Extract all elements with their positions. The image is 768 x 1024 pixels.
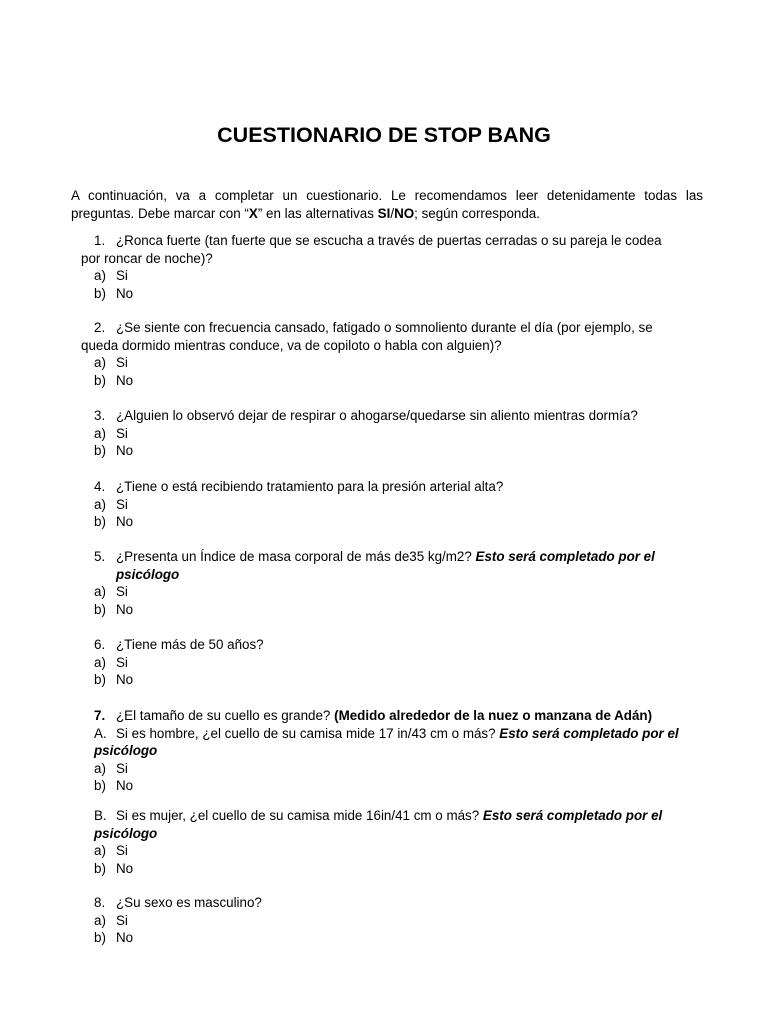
option-no[interactable] (94, 929, 694, 947)
option-yes[interactable] (94, 654, 694, 672)
question-text-continued: queda dormido mientras conduce, va de copiloto o habla con alguien)? (81, 337, 502, 353)
option-label: Si (116, 425, 128, 441)
option-label: Si (116, 355, 128, 371)
option-marker: a) (94, 760, 106, 776)
option-yes[interactable] (94, 583, 694, 601)
option-marker: a) (94, 654, 106, 670)
psychologist-note-continued: psicólogo (94, 743, 158, 759)
intro-text-2: ” en las alternativas (257, 205, 378, 221)
option-label: Si (116, 268, 128, 284)
intro-text-3: ; según corresponda. (414, 205, 540, 221)
option-no[interactable] (94, 777, 694, 795)
option-yes[interactable] (94, 267, 694, 285)
option-label: No (116, 778, 134, 794)
option-marker: a) (94, 843, 106, 859)
option-label: No (116, 601, 134, 617)
option-no[interactable] (94, 442, 694, 460)
option-label: No (116, 285, 134, 301)
question-text: ¿Se siente con frecuencia cansado, fatigado o somnoliento durante el día (por ejemplo, se (116, 320, 653, 335)
question-number: 7. (94, 708, 106, 723)
option-label: Si (116, 654, 128, 670)
intro-x-mark: X (248, 205, 258, 221)
question-text: ¿Tiene más de 50 años? (116, 637, 264, 652)
psychologist-note: Esto será completado por el (499, 725, 679, 741)
psychologist-note-continued: psicólogo (94, 825, 158, 841)
question-text-continued: por roncar de noche)? (81, 250, 213, 266)
question-number: 4. (94, 479, 106, 494)
option-no[interactable] (94, 601, 694, 619)
option-yes[interactable] (94, 354, 694, 372)
option-no[interactable] (94, 860, 694, 878)
option-marker: a) (94, 912, 106, 928)
option-label: No (116, 514, 134, 530)
option-label: No (116, 860, 134, 876)
measurement-note: (Medido alrededor de la nuez o manzana de Adán) (334, 708, 653, 723)
option-yes[interactable] (94, 912, 694, 930)
page-title: CUESTIONARIO DE STOP BANG (217, 123, 551, 147)
option-marker: a) (94, 496, 106, 512)
question-text: ¿Ronca fuerte (tan fuerte que se escucha a través de puertas cerradas o su pareja le codea (116, 233, 662, 248)
option-marker: b) (94, 285, 106, 301)
option-label: Si (116, 760, 128, 776)
question-text: ¿Alguien lo observó dejar de respirar o ahogarse/quedarse sin aliento mientras dormía? (116, 408, 638, 423)
option-label: Si (116, 843, 128, 859)
option-marker: a) (94, 268, 106, 284)
option-marker: b) (94, 601, 106, 617)
intro-no: NO (394, 205, 415, 221)
question-text: ¿Tiene o está recibiendo tratamiento para la presión arterial alta? (116, 479, 504, 494)
question-5 (94, 548, 694, 618)
sub-question-b (94, 807, 694, 825)
option-yes[interactable] (94, 760, 694, 778)
question-4 (94, 478, 694, 531)
option-label: No (116, 372, 134, 388)
option-marker: b) (94, 372, 106, 388)
option-label: No (116, 930, 134, 946)
question-3 (94, 407, 694, 460)
intro-slash: / (390, 205, 395, 221)
option-marker: b) (94, 778, 106, 794)
question-number: 6. (94, 637, 106, 652)
option-no[interactable] (94, 372, 694, 390)
option-yes[interactable] (94, 842, 694, 860)
option-label: Si (116, 584, 128, 600)
question-number: 5. (94, 549, 106, 564)
question-2 (81, 319, 694, 389)
option-marker: a) (94, 355, 106, 371)
option-marker: b) (94, 930, 106, 946)
question-6 (94, 636, 694, 689)
option-marker: b) (94, 672, 106, 688)
question-number: 3. (94, 408, 106, 423)
sub-question-text: Si es hombre, ¿el cuello de su camisa mide 17 in/43 cm o más? (116, 725, 500, 741)
option-label: Si (116, 496, 128, 512)
question-text: ¿Presenta un Índice de masa corporal de más de35 kg/m2? (116, 549, 476, 564)
option-no[interactable] (94, 513, 694, 531)
sub-question-marker: A. (94, 725, 107, 741)
sub-question-text: Si es mujer, ¿el cuello de su camisa mide 16in/41 cm o más? (116, 808, 483, 823)
option-marker: b) (94, 860, 106, 876)
option-marker: b) (94, 443, 106, 459)
question-7 (94, 707, 694, 795)
sub-question-marker: B. (94, 808, 107, 823)
sub-question-a (94, 725, 694, 743)
option-yes[interactable] (94, 425, 694, 443)
psychologist-note-continued: psicólogo (116, 566, 180, 582)
psychologist-note: Esto será completado por el (482, 808, 663, 823)
option-yes[interactable] (94, 496, 694, 514)
option-label: Si (116, 912, 128, 928)
option-marker: a) (94, 584, 106, 600)
option-label: No (116, 443, 134, 459)
intro-si: SI (377, 205, 391, 221)
option-no[interactable] (94, 285, 694, 303)
option-marker: a) (94, 425, 106, 441)
psychologist-note: Esto será completado por el (475, 549, 655, 564)
question-number: 8. (94, 895, 106, 910)
question-7-part-b (94, 807, 694, 877)
question-text: ¿El tamaño de su cuello es grande? (116, 708, 335, 723)
question-1 (81, 232, 694, 302)
option-no[interactable] (94, 671, 694, 689)
question-8 (94, 894, 694, 947)
intro-text-1: A continuación, va a completar un cuestionario. Le recomendamos leer detenidamente todas las preguntas. Debe marcar con “ (71, 188, 703, 221)
option-label: No (116, 672, 134, 688)
question-text: ¿Su sexo es masculino? (116, 895, 262, 910)
question-number: 1. (94, 233, 106, 248)
question-number: 2. (94, 320, 106, 335)
intro-paragraph (71, 187, 703, 222)
option-marker: b) (94, 514, 106, 530)
